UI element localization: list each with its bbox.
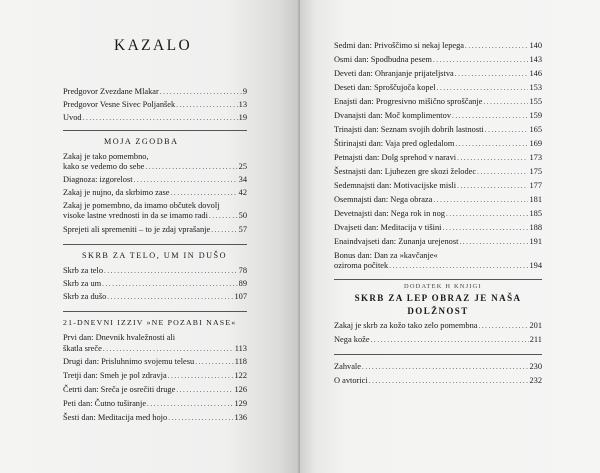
- toc-entry-line1: Bonus dan: Dan za »kavčanje«: [334, 251, 438, 260]
- toc-entry-page: 136: [234, 413, 247, 422]
- contents-title: KAZALO: [114, 37, 193, 54]
- toc-entry-title: oziroma počitek: [334, 261, 389, 270]
- toc-entry-title: Peti dan: Čutno tuširanje: [63, 399, 147, 408]
- toc-entry[interactable]: [334, 139, 542, 149]
- toc-entry-page: 122: [234, 371, 247, 380]
- toc-entry[interactable]: [63, 399, 247, 409]
- leader-dots: [483, 97, 528, 107]
- toc-entry-title: Predgovor Zvezdane Mlakar: [63, 87, 159, 96]
- leader-dots: [145, 162, 237, 172]
- toc-entry-page: 19: [238, 113, 247, 122]
- toc-entry-page: 175: [529, 167, 542, 176]
- toc-entry-title: Enaindvajseti dan: Zunanja urejenost: [334, 237, 459, 246]
- toc-entry-title: Devetnajsti dan: Nega rok in nog: [334, 209, 445, 218]
- toc-entry[interactable]: [334, 111, 542, 121]
- toc-entry-page: 159: [529, 111, 542, 120]
- toc-entry-page: 181: [529, 195, 542, 204]
- section-rule: [334, 354, 542, 355]
- toc-entry-title: O avtorici: [334, 376, 368, 385]
- toc-entry-page: 201: [529, 321, 542, 330]
- toc-entry-title: Deseti dan: Sproščujoča kopel: [334, 83, 436, 92]
- toc-entry-page: 165: [529, 125, 542, 134]
- toc-entry-page: 153: [529, 83, 542, 92]
- toc-entry[interactable]: [63, 211, 247, 221]
- toc-entry[interactable]: [63, 279, 247, 289]
- leader-dots: [168, 371, 234, 381]
- leader-dots: [371, 335, 529, 345]
- toc-entry-page: 42: [238, 188, 247, 197]
- toc-entry-title: Dvajseti dan: Meditacija v tišini: [334, 223, 442, 232]
- toc-entry[interactable]: [334, 237, 542, 247]
- toc-entry-title: Skrb za telo: [63, 266, 104, 275]
- leader-dots: [211, 225, 237, 235]
- toc-entry[interactable]: [63, 371, 247, 381]
- toc-entry[interactable]: [334, 83, 542, 93]
- toc-entry[interactable]: [334, 376, 542, 386]
- toc-entry-title: Zakaj je nujno, da skrbimo zase: [63, 188, 170, 197]
- toc-entry[interactable]: [63, 292, 247, 302]
- toc-entry[interactable]: [63, 225, 247, 235]
- leader-dots: [477, 167, 528, 177]
- toc-entry-page: 177: [529, 181, 542, 190]
- leader-dots: [176, 100, 237, 110]
- leader-dots: [195, 357, 234, 367]
- toc-entry-title: Drugi dan: Prisluhnimo svojemu telesu: [63, 357, 195, 366]
- leader-dots: [369, 376, 529, 386]
- toc-entry[interactable]: [334, 261, 542, 271]
- addendum-label: DODATEK H KNJIGI: [404, 283, 482, 290]
- toc-entry-title: Osemnajsti dan: Nega obraza: [334, 195, 433, 204]
- toc-entry-page: 194: [529, 261, 542, 270]
- toc-entry[interactable]: [334, 55, 542, 65]
- toc-entry-title: Uvod: [63, 113, 82, 122]
- toc-entry-title: Štirinajsti dan: Vaja pred ogledalom: [334, 139, 455, 148]
- leader-dots: [389, 261, 528, 271]
- toc-entry-page: 118: [234, 357, 247, 366]
- toc-entry-title: Enajsti dan: Progresivno mišično sproščanje: [334, 97, 483, 106]
- toc-entry-page: 169: [529, 139, 542, 148]
- toc-entry-title: Osmi dan: Spodbudna pesem: [334, 55, 432, 64]
- leader-dots: [457, 153, 528, 163]
- addendum-title-line1: SKRB ZA LEP OBRAZ JE NAŠA: [354, 293, 522, 303]
- toc-entry[interactable]: [63, 344, 247, 354]
- toc-entry-page: 232: [529, 376, 542, 385]
- toc-entry[interactable]: [334, 362, 542, 372]
- leader-dots: [442, 223, 528, 233]
- toc-entry-page: 126: [234, 385, 247, 394]
- leader-dots: [433, 195, 528, 205]
- toc-entry[interactable]: [63, 385, 247, 395]
- leader-dots: [103, 344, 234, 354]
- leader-dots: [478, 321, 528, 331]
- toc-entry[interactable]: [334, 153, 542, 163]
- leader-dots: [485, 125, 529, 135]
- toc-entry-title: Šestnajsti dan: Ljubezen gre skozi želodec: [334, 167, 477, 176]
- toc-entry-title: Petnajsti dan: Dolg sprehod v naravi: [334, 153, 457, 162]
- toc-entry[interactable]: [334, 167, 542, 177]
- toc-entry-page: 191: [529, 237, 542, 246]
- toc-entry[interactable]: [334, 195, 542, 205]
- leader-dots: [362, 362, 528, 372]
- toc-entry-page: 185: [529, 209, 542, 218]
- toc-entry-title: Skrb za um: [63, 279, 102, 288]
- toc-entry-page: 89: [238, 279, 247, 288]
- toc-entry[interactable]: [63, 188, 247, 198]
- toc-entry-page: 143: [529, 55, 542, 64]
- leader-dots: [433, 55, 529, 65]
- leader-dots: [455, 139, 528, 149]
- toc-entry-title: Sedmi dan: Privoščimo si nekaj lepega: [334, 41, 465, 50]
- leader-dots: [459, 237, 528, 247]
- toc-entry[interactable]: [63, 113, 247, 123]
- toc-entry[interactable]: [63, 100, 247, 110]
- toc-entry-title: Trinajsti dan: Seznam svojih dobrih lastnosti: [334, 125, 484, 134]
- toc-entry-line1: Zakaj je tako pomembno,: [63, 152, 149, 161]
- leader-dots: [104, 266, 238, 276]
- section-rule: [63, 244, 247, 245]
- leader-dots: [134, 175, 238, 185]
- section-title: MOJA ZGODBA: [104, 137, 179, 146]
- toc-entry-title: Sprejeti ali spremeniti – to je zdaj vprašanje: [63, 225, 211, 234]
- toc-entry[interactable]: [334, 223, 542, 233]
- toc-entry-page: 13: [238, 100, 247, 109]
- leader-dots: [176, 385, 233, 395]
- leader-dots: [209, 211, 238, 221]
- toc-entry-title: Dvanajsti dan: Moč komplimentov: [334, 111, 452, 120]
- toc-entry-title: Predgovor Vesne Sivec Poljanšek: [63, 100, 176, 109]
- section-title: 21-DNEVNI IZZIV »NE POZABI NASE«: [63, 318, 237, 327]
- toc-entry-page: 230: [529, 362, 542, 371]
- toc-entry-title: Diagnoza: izgorelost: [63, 175, 133, 184]
- toc-entry-page: 107: [234, 292, 247, 301]
- toc-entry-page: 173: [529, 153, 542, 162]
- toc-entry[interactable]: [63, 175, 247, 185]
- section-rule: [334, 279, 542, 280]
- toc-entry-page: 211: [529, 335, 542, 344]
- addendum-title-line2: DOLŽNOST: [407, 306, 469, 316]
- toc-entry[interactable]: [63, 266, 247, 276]
- toc-entry[interactable]: [334, 125, 542, 135]
- toc-entry-title: Zahvale: [334, 362, 361, 371]
- leader-dots: [437, 83, 529, 93]
- toc-entry[interactable]: [334, 69, 542, 79]
- toc-entry-page: 57: [238, 225, 247, 234]
- leader-dots: [446, 209, 528, 219]
- toc-entry-page: 50: [238, 211, 247, 220]
- section-rule: [63, 311, 247, 312]
- leader-dots: [465, 41, 528, 51]
- toc-entry-title: Šesti dan: Meditacija med hojo: [63, 413, 168, 422]
- toc-entry-page: 9: [242, 87, 247, 96]
- toc-entry-page: 155: [529, 97, 542, 106]
- leader-dots: [171, 188, 238, 198]
- leader-dots: [160, 87, 242, 97]
- toc-entry-title: Deveti dan: Ohranjanje prijateljstva: [334, 69, 454, 78]
- toc-entry[interactable]: [334, 41, 542, 51]
- toc-entry-page: 78: [238, 266, 247, 275]
- toc-entry-title: kako se vedemo do sebe: [63, 162, 145, 171]
- toc-entry-title: Sedemnajsti dan: Motivacijske misli: [334, 181, 457, 190]
- toc-entry[interactable]: [63, 357, 247, 367]
- toc-entry[interactable]: [63, 162, 247, 172]
- toc-entry-page: 34: [238, 175, 247, 184]
- toc-entry-line1: Prvi dan: Dnevnik hvaležnosti ali: [63, 333, 176, 342]
- toc-entry-title: škatla sreče: [63, 344, 102, 353]
- toc-entry[interactable]: [334, 209, 542, 219]
- toc-entry[interactable]: [334, 321, 542, 331]
- toc-entry[interactable]: [334, 181, 542, 191]
- leader-dots: [102, 279, 237, 289]
- toc-entry[interactable]: [63, 87, 247, 97]
- section-title: SKRB ZA TELO, UM IN DUŠO: [82, 251, 228, 260]
- leader-dots: [168, 413, 233, 423]
- toc-entry-title: visoke lastne vrednosti in da se imamo radi: [63, 211, 208, 220]
- toc-entry-page: 129: [234, 399, 247, 408]
- toc-entry-page: 25: [238, 162, 247, 171]
- leader-dots: [83, 113, 238, 123]
- toc-entry-page: 146: [529, 69, 542, 78]
- toc-entry[interactable]: [334, 97, 542, 107]
- toc-entry-title: Zakaj je skrb za kožo tako zelo pomembna: [334, 321, 478, 330]
- leader-dots: [452, 111, 528, 121]
- leader-dots: [107, 292, 233, 302]
- toc-entry-page: 113: [234, 344, 247, 353]
- toc-entry-title: Tretji dan: Smeh je pol zdravja: [63, 371, 167, 380]
- toc-entry-title: Nega kože: [334, 335, 370, 344]
- toc-entry-page: 188: [529, 223, 542, 232]
- leader-dots: [147, 399, 233, 409]
- toc-entry-title: Skrb za dušo: [63, 292, 107, 301]
- toc-entry-line1: Zakaj je pomembno, da imamo občutek dovolj: [63, 201, 220, 210]
- leader-dots: [455, 69, 529, 79]
- toc-entry-title: Četrti dan: Sreča je osrečiti druge: [63, 385, 176, 394]
- toc-entry[interactable]: [334, 335, 542, 345]
- toc-entry-page: 140: [529, 41, 542, 50]
- toc-entry[interactable]: [63, 413, 247, 423]
- leader-dots: [457, 181, 528, 191]
- section-rule: [63, 130, 247, 131]
